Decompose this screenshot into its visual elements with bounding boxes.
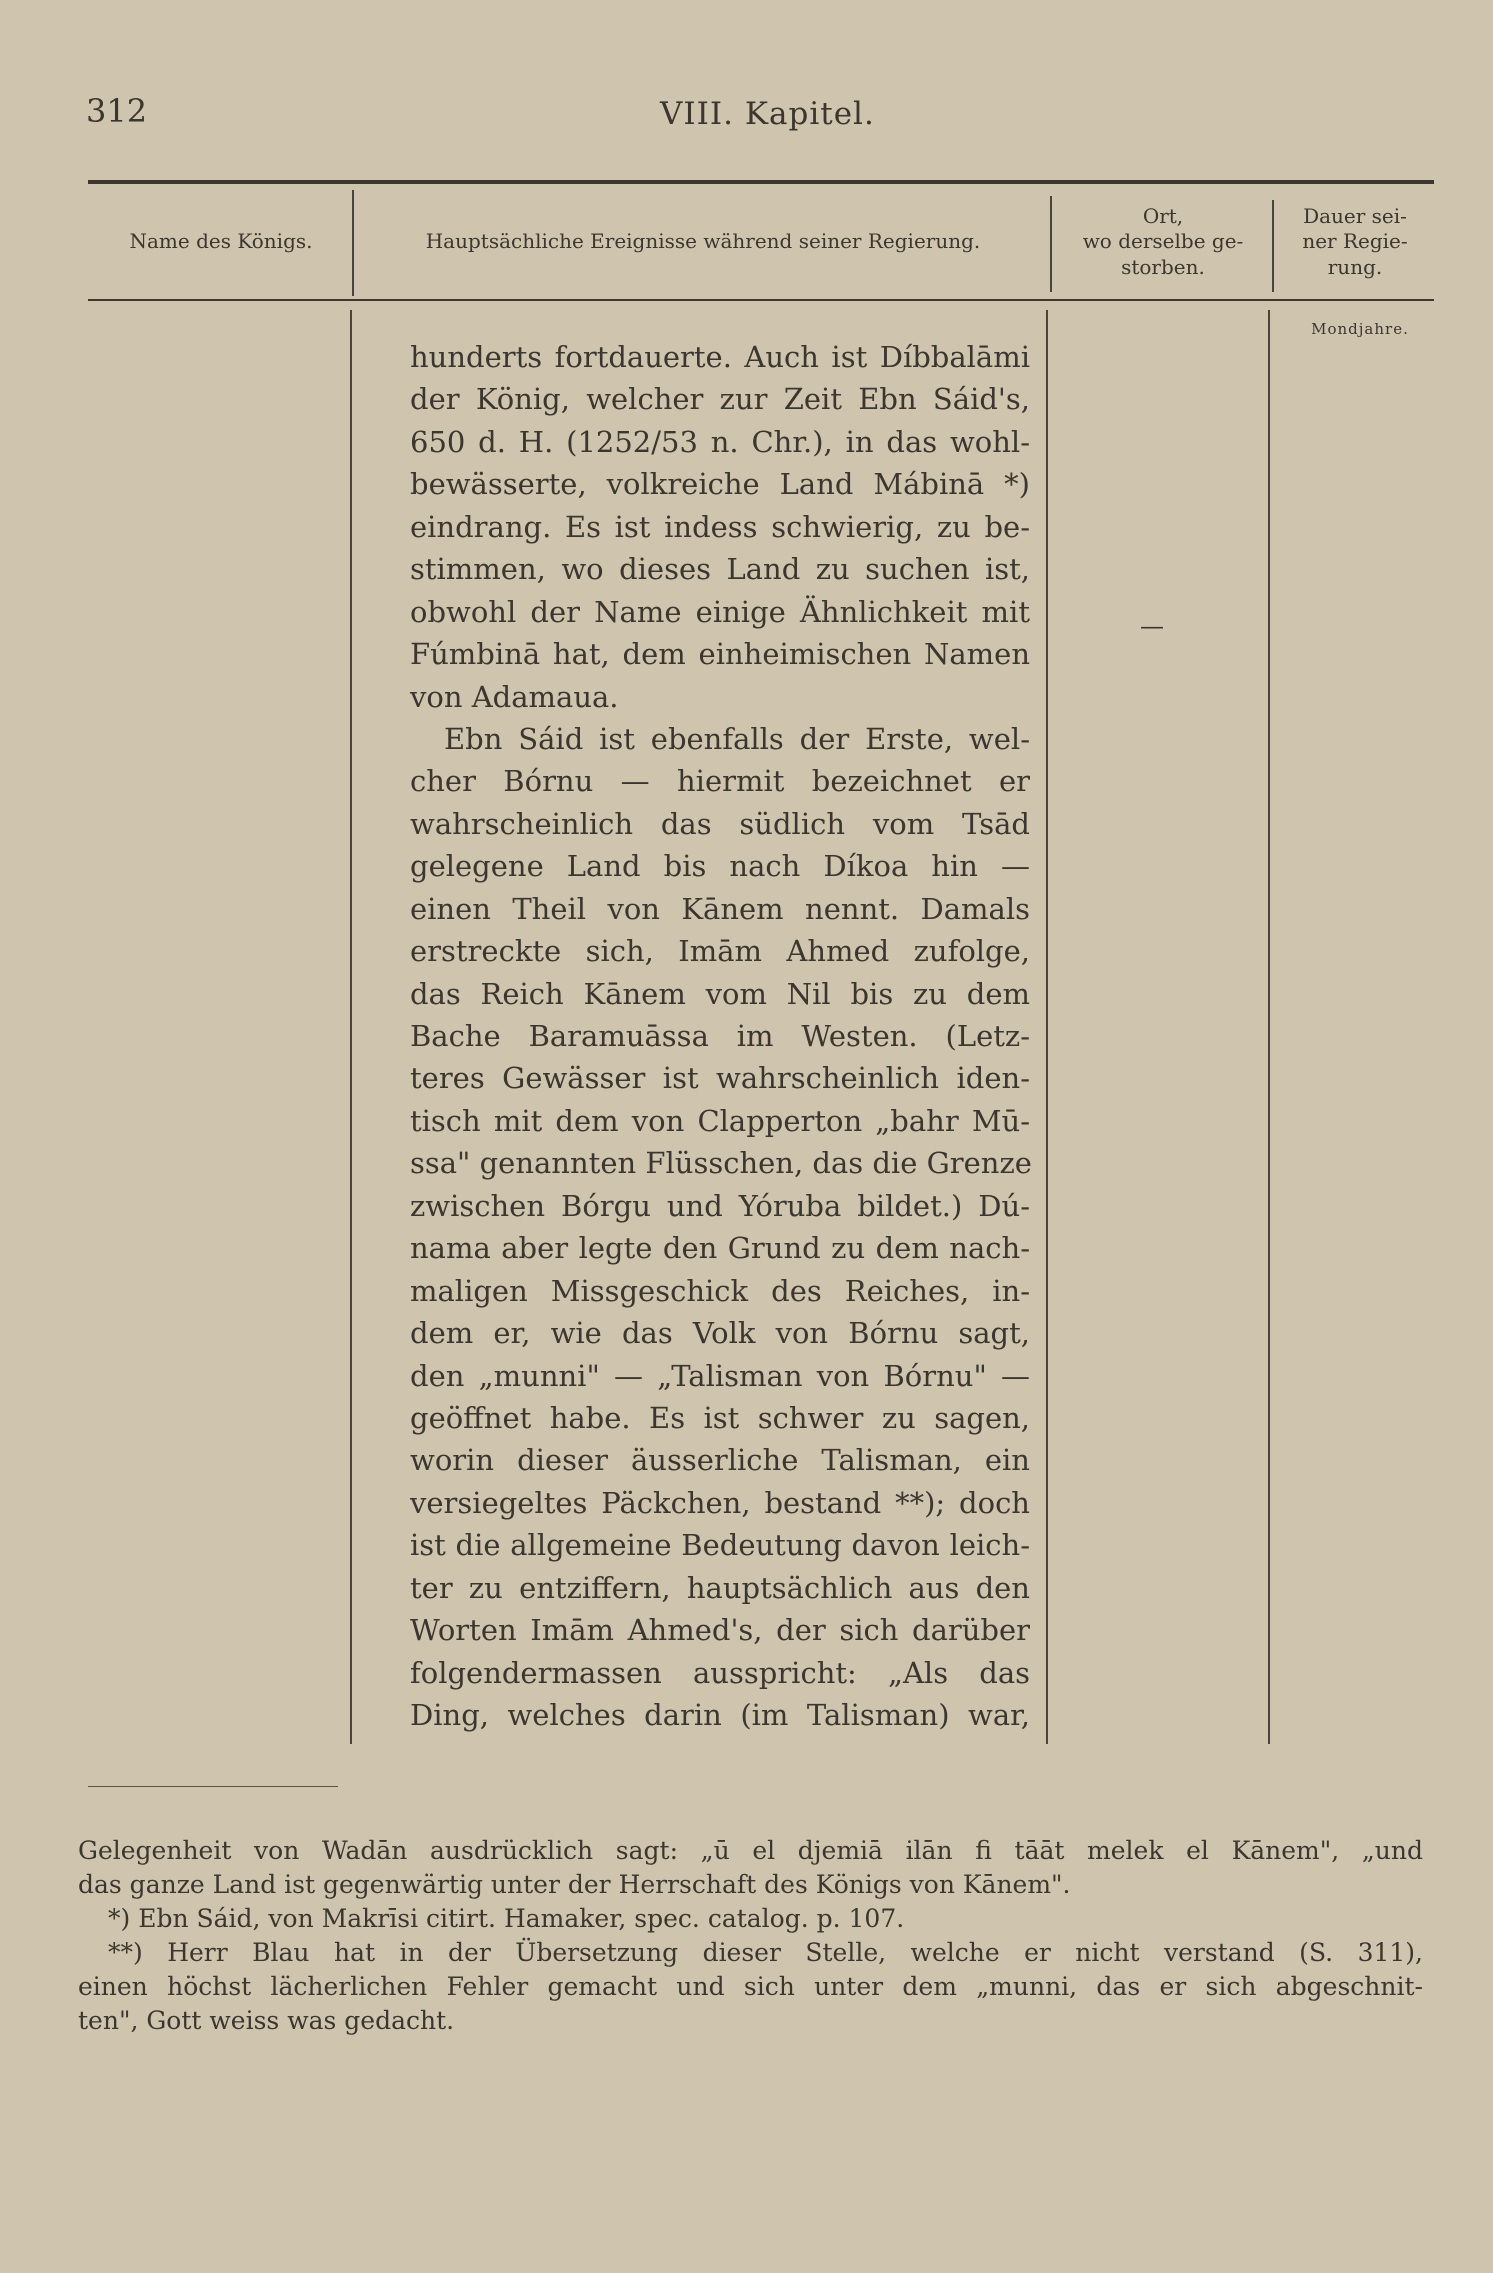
text-line: Fúmbinā hat, dem einheimischen Namen [410, 637, 1030, 672]
text-line: nama aber legte den Grund zu dem nach- [410, 1231, 1030, 1266]
footnote-line: einen höchst lächerlichen Fehler gemacht und sich unter dem „munni, das er sich abgeschnit- [78, 1972, 1423, 2001]
footnote-line: *) Ebn Sáid, von Makrīsi citirt. Hamaker, spec. catalog. p. 107. [108, 1904, 905, 1933]
text-line: das Reich Kānem vom Nil bis zu dem [410, 976, 1030, 1011]
table-header-name: Name des Königs. [129, 229, 313, 254]
column-divider [1050, 196, 1052, 292]
events-text [410, 336, 1030, 1736]
footnote-line: ten", Gott weiss was gedacht. [78, 2006, 455, 2035]
text-line: geöffnet habe. Es ist schwer zu sagen, [410, 1400, 1030, 1435]
footnotes [78, 1834, 1423, 2038]
column-divider [1268, 310, 1270, 1744]
text-line: zwischen Bórgu und Yóruba bildet.) Dú- [410, 1188, 1030, 1223]
text-line: Ding, welches darin (im Talisman) war, [410, 1698, 1030, 1732]
text-line: cher Bórnu — hiermit bezeichnet er [410, 764, 1030, 799]
text-line: gelegene Land bis nach Díkoa hin — [410, 849, 1030, 884]
page-number: 312 [86, 92, 148, 130]
footnote-line: **) Herr Blau hat in der Übersetzung dieser Stelle, welche er nicht verstand (S. 311), [108, 1938, 1423, 1967]
column-divider [1046, 310, 1048, 1744]
text-line: Ebn Sáid ist ebenfalls der Erste, wel- [444, 721, 1030, 756]
text-line: tisch mit dem von Clapperton „bahr Mū- [410, 1103, 1030, 1138]
text-line: ssa" genannten Flüsschen, das die Grenze [410, 1146, 1032, 1181]
text-line: stimmen, wo dieses Land zu suchen ist, [410, 552, 1030, 587]
text-line: bewässerte, volkreiche Land Mábinā *) [410, 467, 1030, 502]
table-top-rule [88, 180, 1434, 184]
table-header-place: Ort, wo derselbe ge- storben. [1082, 203, 1244, 279]
text-line: worin dieser äusserliche Talisman, ein [410, 1443, 1030, 1478]
running-title: VIII. Kapitel. [660, 96, 875, 132]
column-divider [350, 310, 352, 1744]
text-line: versiegeltes Päckchen, bestand **); doch [410, 1485, 1030, 1520]
text-line: wahrscheinlich das südlich vom Tsād [410, 806, 1030, 841]
duration-unit-label: Mondjahre. [1311, 320, 1409, 338]
text-line: Bache Baramuāssa im Westen. (Letz- [410, 1019, 1030, 1053]
text-line: eindrang. Es ist indess schwierig, zu be- [410, 509, 1030, 544]
table-header-events: Hauptsächliche Ereignisse während seiner Regierung. [425, 229, 981, 254]
text-line: ist die allgemeine Bedeutung davon leich- [410, 1528, 1030, 1563]
column-divider [1272, 200, 1274, 292]
place-cell: — [1140, 612, 1164, 640]
footnote-rule [88, 1786, 338, 1787]
column-divider [352, 190, 354, 296]
text-line: 650 d. H. (1252/53 n. Chr.), in das wohl- [410, 424, 1030, 459]
text-line: Worten Imām Ahmed's, der sich darüber [410, 1613, 1030, 1648]
text-line: obwohl der Name einige Ähnlichkeit mit [410, 594, 1030, 629]
text-line: erstreckte sich, Imām Ahmed zufolge, [410, 934, 1030, 969]
text-line: einen Theil von Kānem nennt. Damals [410, 891, 1030, 926]
text-line: hunderts fortdauerte. Auch ist Díbbalāmi [410, 340, 1030, 374]
text-line: maligen Missgeschick des Reiches, in- [410, 1273, 1030, 1308]
footnote-line: Gelegenheit von Wadān ausdrücklich sagt: „ū el djemiā ilān fi tāāt melek el Kānem", „und [78, 1836, 1423, 1865]
text-line: den „munni" — „Talisman von Bórnu" — [410, 1358, 1030, 1393]
text-line: von Adamaua. [410, 679, 619, 714]
text-line: teres Gewässer ist wahrscheinlich iden- [410, 1061, 1030, 1096]
text-line: folgendermassen ausspricht: „Als das [410, 1655, 1030, 1690]
text-line: dem er, wie das Volk von Bórnu sagt, [410, 1316, 1030, 1351]
footnote-line: das ganze Land ist gegenwärtig unter der Herrschaft des Königs von Kānem". [78, 1870, 1071, 1899]
table-header-duration: Dauer sei- ner Regie- rung. [1302, 203, 1408, 279]
table-header-rule [88, 299, 1434, 301]
text-line: ter zu entziffern, hauptsächlich aus den [410, 1570, 1030, 1605]
text-line: der König, welcher zur Zeit Ebn Sáid's, [410, 382, 1030, 417]
